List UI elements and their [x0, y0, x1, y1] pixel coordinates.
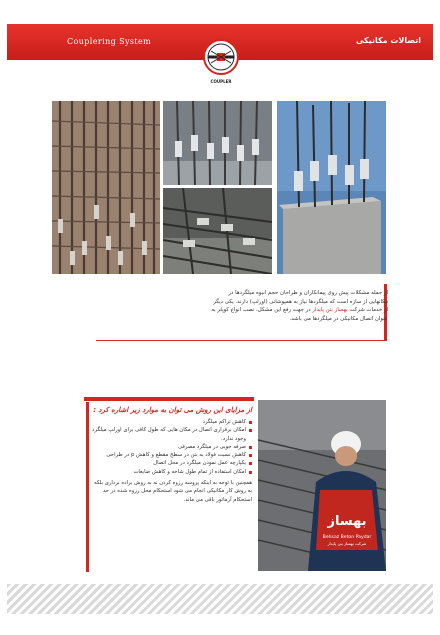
- advantage-item: امکان استفاده از تمام طول شاخه و کاهش ضایعات: [92, 468, 252, 476]
- photo-worker: [258, 400, 386, 571]
- advantage-item: صرفه جویی در میلگرد مصرفی: [92, 443, 252, 451]
- advantages-closing-text: همچنین با توجه به اینکه پروسه رزوه کردن نه به روش براده برداری بلکه به روش کار مکانیکی انجام می شود استحکام محل رزوه شده در حد استحکام آرماتور باقی می ماند.: [94, 480, 252, 503]
- vest-brand-text: بهساز: [327, 514, 367, 529]
- company-name-highlight: بهساز بتن پایدار: [312, 307, 348, 314]
- description-divider: [96, 340, 387, 341]
- advantage-item: یکپارچه عمل نمودن میلگرد در محل اتصال: [92, 459, 252, 467]
- photo-slab-couplers: [163, 188, 272, 274]
- description-paragraph: [210, 289, 388, 323]
- logo-caption: COUPLER: [210, 79, 232, 84]
- vest-name-fa: شرکت بهساز بتن پایدار: [327, 541, 367, 546]
- header-title-en: Couplering System: [67, 37, 152, 46]
- advantages-section: [92, 406, 252, 504]
- brand-emblem-icon: [200, 38, 242, 76]
- footer-stripe: [7, 584, 433, 614]
- advantages-list: [92, 418, 252, 476]
- advantages-title: از مزایای این روش می توان به موارد زیر اشاره کرد :: [93, 406, 252, 414]
- advantages-top-bar: [84, 397, 254, 401]
- photo-column-top-couplers: [277, 101, 386, 274]
- advantage-item: کاهش تراکم میلگرد: [92, 418, 252, 426]
- photo-rebar-cage: [52, 101, 160, 274]
- description-text-part2: در جهت رفع این مشکل، نصب انواع کوپلر به عنوان اتصال مکانیکی در میلگردها می باشد.: [211, 307, 388, 322]
- advantages-side-bar: [86, 402, 89, 572]
- photo-column-couplers: [163, 101, 272, 185]
- header-title-fa: اتصالات مکانیکی: [355, 36, 421, 45]
- advantage-item: کاهش نسبت فولاد به بتن در سطح مقطع و کاهش p در طراحی: [92, 451, 252, 459]
- vest-name-en: Behsaz Beton Paydar: [322, 535, 372, 540]
- advantage-item: امکان برقراری اتصال در مکان هایی که طول کافی برای اورلپ میلگرد وجود ندارد.: [92, 426, 252, 443]
- description-text-part1: از جمله مشکلات پیش روی پیمانکاران و طراحان حجم انبوه میلگردها در مکانهایی از سازه است که میلگردها نیاز به همپوشانی (اورلپ) دارند. یکی دیگر از خدمات شرکت: [213, 290, 388, 314]
